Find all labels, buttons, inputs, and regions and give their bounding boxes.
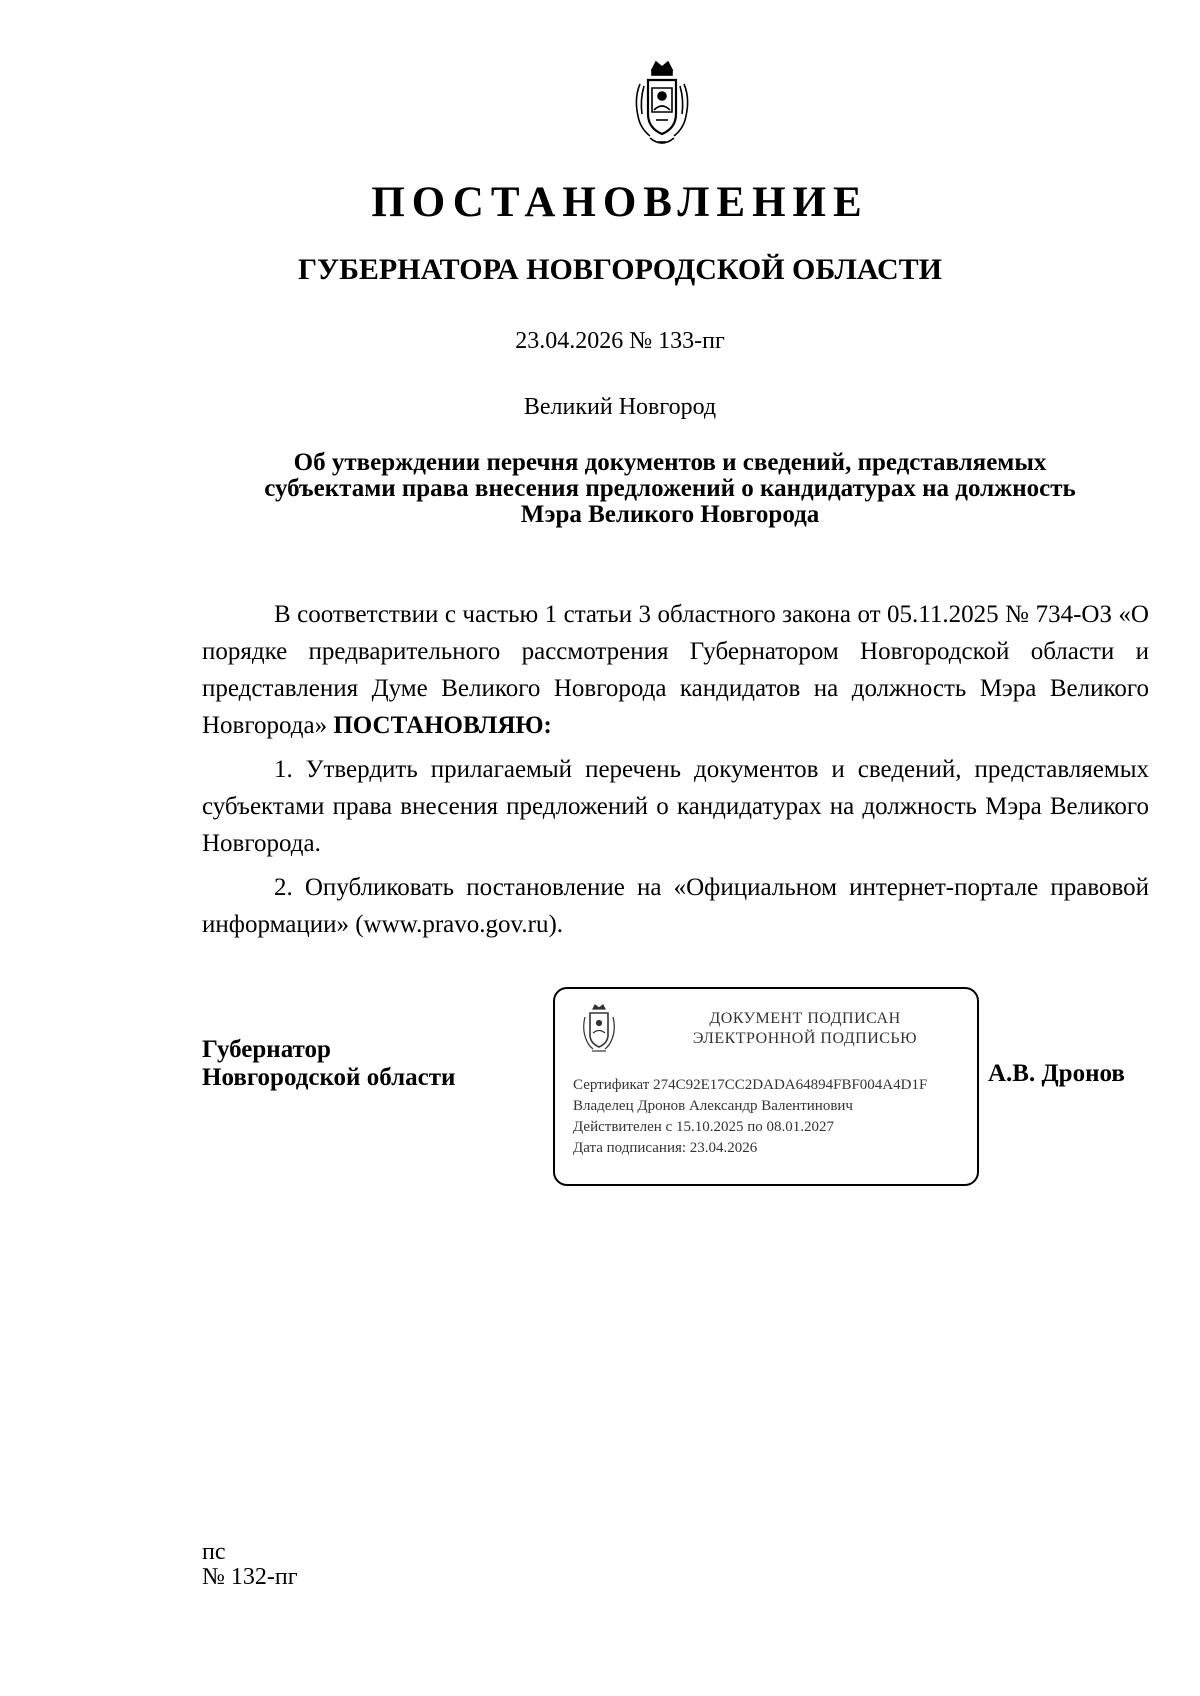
footer-note bbox=[202, 1540, 298, 1590]
preamble-paragraph bbox=[202, 596, 1149, 744]
stamp-title-line: ЭЛЕКТРОННОЙ ПОДПИСЬЮ bbox=[692, 1030, 918, 1047]
decree-word: ПОСТАНОВЛЯЮ: bbox=[333, 712, 552, 739]
preamble-text: В соответствии с частью 1 статьи 3 областного закона от 05.11.2025 № 734-ОЗ «О порядке предварительного рассмотрения Губернатором Новгородской области и представления Думе Великого Новгорода кандидатов на должность Мэра Великого Новгорода» bbox=[202, 601, 1149, 739]
heading-line: субъектами права внесения предложений о кандидатурах на должность bbox=[264, 475, 1076, 502]
item-1-paragraph: 1. Утвердить прилагаемый перечень документов и сведений, представляемых субъектами права внесения предложений о кандидатурах на должность Мэра Великого Новгорода. bbox=[202, 756, 1149, 857]
footer-line: пс bbox=[202, 1539, 226, 1565]
footer-line: № 132-пг bbox=[202, 1564, 298, 1590]
stamp-coat-of-arms-icon bbox=[580, 1003, 618, 1055]
stamp-owner: Владелец Дронов Александр Валентинович bbox=[573, 1098, 853, 1114]
issuer-title: ГУБЕРНАТОРА НОВГОРОДСКОЙ ОБЛАСТИ bbox=[297, 253, 943, 286]
coat-of-arms-icon bbox=[630, 58, 694, 152]
stamp-validity: Действителен с 15.10.2025 по 08.01.2027 bbox=[573, 1119, 834, 1135]
position-line: Новгородской области bbox=[202, 1064, 456, 1091]
city-line: Великий Новгород bbox=[523, 394, 717, 420]
stamp-title-line: ДОКУМЕНТ ПОДПИСАН bbox=[709, 1010, 901, 1027]
position-line: Губернатор bbox=[202, 1036, 331, 1063]
signatory-position bbox=[202, 1036, 455, 1092]
stamp-signing-date: Дата подписания: 23.04.2026 bbox=[573, 1140, 758, 1156]
signatory-name: А.В. Дронов bbox=[988, 1060, 1125, 1087]
electronic-signature-stamp bbox=[553, 987, 979, 1186]
heading-line: Мэра Великого Новгорода bbox=[520, 501, 820, 528]
date-number-line: 23.04.2026 № 133-пг bbox=[515, 328, 725, 354]
document-type-title: ПОСТАНОВЛЕНИЕ bbox=[371, 179, 869, 226]
document-body bbox=[202, 596, 1149, 950]
heading-line: Об утверждении перечня документов и сведений, представляемых bbox=[293, 449, 1047, 476]
stamp-certificate: Сертификат 274C92E17CC2DADA64894FBF004A4D1F bbox=[573, 1077, 928, 1093]
item-2-paragraph: 2. Опубликовать постановление на «Официальном интернет-портале правовой информации» (www.pravo.gov.ru). bbox=[202, 874, 1149, 938]
document-heading bbox=[200, 450, 1140, 528]
